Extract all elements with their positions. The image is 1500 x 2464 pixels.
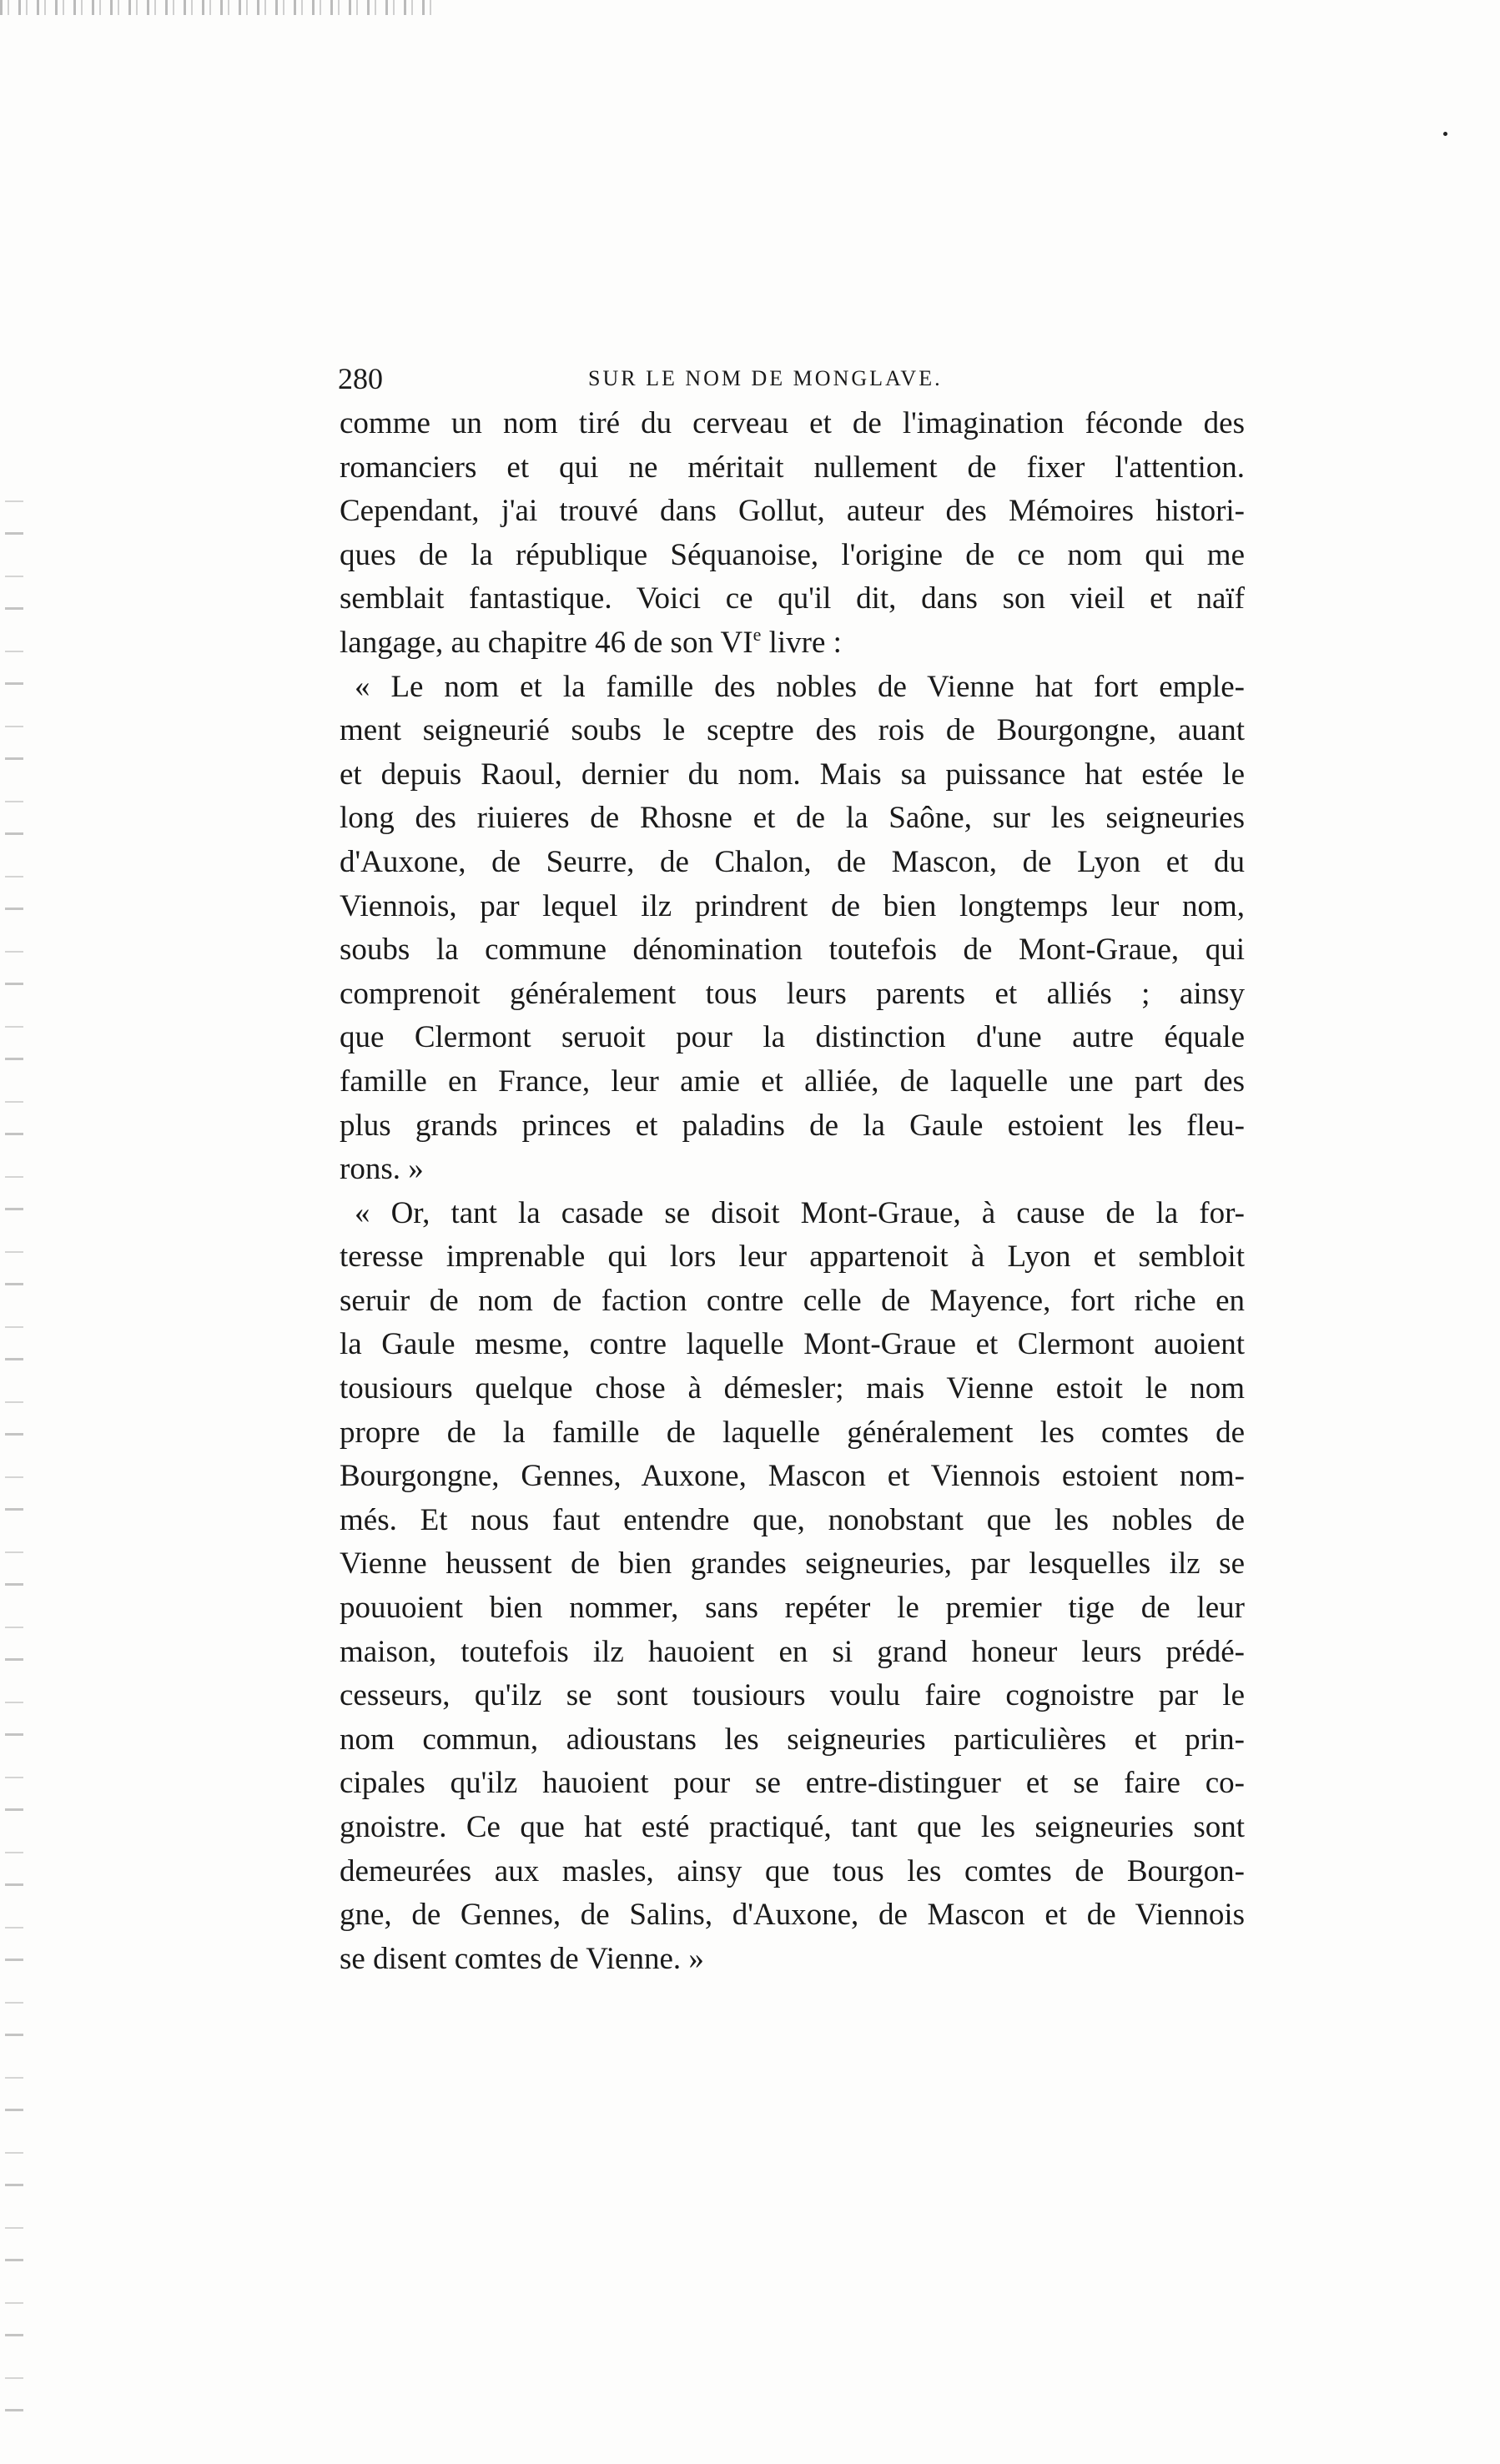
text-line: comme un nom tiré du cerveau et de l'imagination féconde des xyxy=(340,406,1245,440)
text-line: famille en France, leur amie et alliée, de laquelle une part des xyxy=(340,1064,1245,1099)
paragraph-quote-1 xyxy=(340,666,1245,1192)
text-line: maison, toutefois ilz hauoient en si grand honeur leurs prédé- xyxy=(340,1634,1245,1669)
paragraph-intro xyxy=(340,402,1245,666)
text-line: d'Auxone, de Seurre, de Chalon, de Mascon, de Lyon et du xyxy=(340,844,1245,879)
superscript: e xyxy=(753,623,762,645)
text-line: ment seigneurié soubs le sceptre des rois de Bourgongne, auant xyxy=(340,713,1245,748)
page-number: 280 xyxy=(338,362,383,395)
scan-artifact-left-edge xyxy=(5,500,23,2436)
text-line: Vienne heussent de bien grandes seigneuries, par lesquelles ilz se xyxy=(340,1546,1245,1581)
text-line: cipales qu'ilz hauoient pour se entre-distinguer et se faire co- xyxy=(340,1766,1245,1801)
text-line: « Le nom et la famille des nobles de Vienne hat fort emple- xyxy=(355,669,1245,704)
text-line: plus grands princes et paladins de la Gaule estoient les fleu- xyxy=(340,1108,1245,1143)
text-line: la Gaule mesme, contre laquelle Mont-Graue et Clermont auoient xyxy=(340,1327,1245,1362)
page-header xyxy=(338,354,1247,404)
text-fragment: livre : xyxy=(761,625,842,660)
text-line: long des riuieres de Rhosne et de la Saône, sur les seigneuries xyxy=(340,801,1245,836)
body-text xyxy=(340,402,1245,1981)
text-line: romanciers et qui ne méritait nullement de fixer l'attention. xyxy=(340,450,1245,485)
text-line: demeurées aux masles, ainsy que tous les comtes de Bourgon- xyxy=(340,1853,1245,1888)
text-line: ques de la république Séquanoise, l'origine de ce nom qui me xyxy=(340,537,1245,572)
text-line: et depuis Raoul, dernier du nom. Mais sa puissance hat estée le xyxy=(340,757,1245,792)
text-line: Viennois, par lequel ilz prindrent de bien longtemps leur nom, xyxy=(340,888,1245,923)
text-line: Cependant, j'ai trouvé dans Gollut, auteur des Mémoires histori- xyxy=(340,494,1245,529)
text-line: propre de la famille de laquelle généralement les comtes de xyxy=(340,1415,1245,1450)
text-line: gne, de Gennes, de Salins, d'Auxone, de Mascon et de Viennois xyxy=(340,1898,1245,1933)
text-line xyxy=(340,621,1245,666)
text-line: més. Et nous faut entendre que, nonobstant que les nobles de xyxy=(340,1502,1245,1537)
text-line: se disent comtes de Vienne. » xyxy=(340,1941,704,1976)
ink-speck xyxy=(1443,132,1447,136)
text-line: pouuoient bien nommer, sans repéter le premier tige de leur xyxy=(340,1591,1245,1626)
running-head: SUR LE NOM DE MONGLAVE. xyxy=(588,366,943,390)
text-line: « Or, tant la casade se disoit Mont-Graue, à cause de la for- xyxy=(355,1195,1245,1230)
text-line: que Clermont seruoit pour la distinction d'une autre équale xyxy=(340,1020,1245,1055)
text-line: seruir de nom de faction contre celle de Mayence, fort riche en xyxy=(340,1283,1245,1318)
text-line: tousiours quelque chose à démesler; mais Vienne estoit le nom xyxy=(340,1371,1245,1406)
text-line: gnoistre. Ce que hat esté practiqué, tant que les seigneuries sont xyxy=(340,1810,1245,1844)
text-line: rons. » xyxy=(340,1152,424,1187)
text-line: nom commun, adioustans les seigneuries particulières et prin- xyxy=(340,1722,1245,1757)
scan-artifact-top xyxy=(0,0,434,15)
text-line: comprenoit généralement tous leurs parents et alliés ; ainsy xyxy=(340,976,1245,1011)
text-line: cesseurs, qu'ilz se sont tousiours voulu faire cognoistre par le xyxy=(340,1678,1245,1713)
paragraph-quote-2 xyxy=(340,1192,1245,1982)
text-line: Bourgongne, Gennes, Auxone, Mascon et Viennois estoient nom- xyxy=(340,1459,1245,1494)
text-line: teresse imprenable qui lors leur appartenoit à Lyon et sembloit xyxy=(340,1240,1245,1275)
text-fragment: langage, au chapitre 46 de son VI xyxy=(340,625,753,660)
text-line: semblait fantastique. Voici ce qu'il dit, dans son vieil et naïf xyxy=(340,581,1245,616)
text-line: soubs la commune dénomination toutefois de Mont-Graue, qui xyxy=(340,933,1245,968)
